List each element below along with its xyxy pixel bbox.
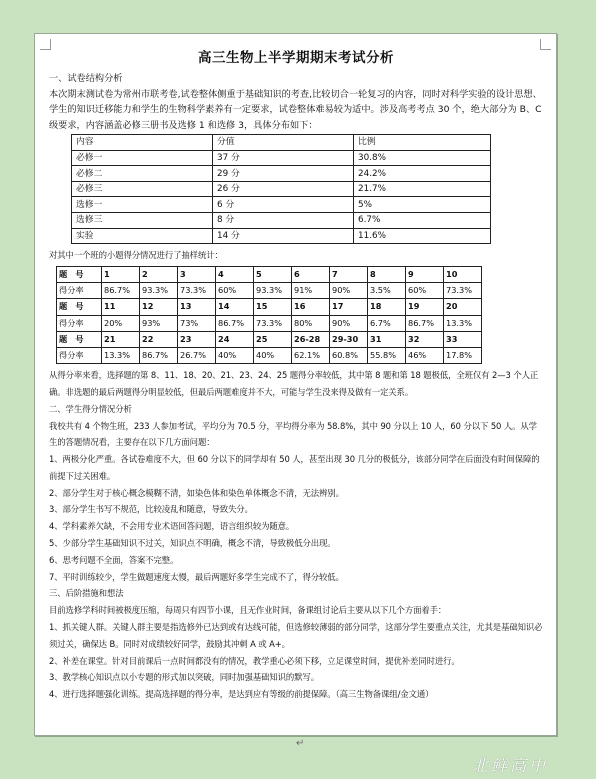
table-cell: 必修一: [72, 150, 213, 166]
table-cell: 32: [406, 331, 444, 347]
table-cell: 60%: [406, 283, 444, 299]
table-cell: 内容: [72, 135, 213, 151]
list-item: 3、教学核心知识点以小专题的形式加以突破，同时加强基础知识的默写。: [49, 672, 320, 683]
table-row: [72, 150, 491, 166]
table-cell: 3.5%: [368, 283, 406, 299]
paragraph-intro: 本次期末测试卷为常州市联考卷,试卷整体侧重于基础知识的考查,比较切合一轮复习的内容，同时对科学实验的设计思想、学生的知识迁移能力和学生的生物科学素养有一定要求，试卷整体难易较为适中。涉及高考考点 30 个，绝大部分为 B、C 级要求，内容涵盖必修三册书及选修 1 和选修 3，具体分布如下：: [49, 88, 542, 131]
table-cell: 18: [368, 299, 406, 315]
table-cell: 93.3%: [140, 283, 178, 299]
table-cell: 必修二: [72, 166, 213, 182]
table-cell: 73.3%: [444, 283, 482, 299]
question-number-row: [57, 299, 482, 315]
list-item: 2、补差在课堂。针对目前课后一点时间都没有的情况，教学重心必须下移，立足课堂时间，提优补差同时进行。: [49, 655, 460, 666]
table-cell: 25: [254, 331, 292, 347]
table-cell: 21: [102, 331, 140, 347]
table-cell: 实验: [72, 228, 213, 244]
table-cell: 24.2%: [354, 166, 491, 182]
list-item: 1、两极分化严重。各试卷难度不大，但 60 分以下的同学却有 50 人，甚至出现 30 几分的极低分，该部分同学在后面没有时间保障的前提下过关困难。: [49, 454, 540, 481]
table-cell: 37 分: [213, 150, 354, 166]
table-cell: 2: [140, 266, 178, 282]
section-heading-students: 二、学生得分情况分析: [49, 403, 132, 414]
table-cell: 选修三: [72, 213, 213, 229]
table-cell: 6 分: [213, 197, 354, 213]
table-cell: 30.8%: [354, 150, 491, 166]
distribution-table: [71, 134, 491, 244]
table-cell: 13.3%: [102, 347, 140, 363]
list-item: 4、进行选择题强化训练。提高选择题的得分率，是达到应有等级的前提保障。（高三生物备课组/金文通）: [49, 689, 434, 700]
score-rate-table: [56, 266, 482, 364]
document-body[interactable]: [49, 46, 543, 703]
table-cell: 14: [216, 299, 254, 315]
table-cell: 11: [102, 299, 140, 315]
table-row: [72, 197, 491, 213]
list-item: 3、部分学生书写不规范，比较凌乱和随意，导致失分。: [49, 504, 253, 515]
table-cell: 20: [444, 299, 482, 315]
list-item: 4、学科素养欠缺，不会用专业术语回答问题，语言组织较为随意。: [49, 521, 295, 532]
table-cell: 20%: [102, 315, 140, 331]
question-number-row: [57, 266, 482, 282]
paragraph-mark-icon: ↵: [296, 738, 305, 749]
table-cell: 40%: [254, 347, 292, 363]
table-cell: 22: [140, 331, 178, 347]
table-cell: 60%: [216, 283, 254, 299]
table-cell: 13.3%: [444, 315, 482, 331]
list-item: 5、少部分学生基础知识不过关，知识点不明确，概念不清，导致极低分出现。: [49, 538, 336, 549]
question-number-row: [57, 331, 482, 347]
table-cell: 90%: [330, 315, 368, 331]
row-label: 得分率: [57, 347, 102, 363]
score-rate-row: [57, 315, 482, 331]
table-cell: 8: [368, 266, 406, 282]
score-analysis: 从得分率来看，选择题的第 8、11、18、20、21、23、24、25 题得分率较低，其中第 8 题和第 18 题极低，全班仅有 2—3 个人正确。非选题的最后两题得分明显较低，但最后两题难度并不大，可能与学生没来得及做有一定关系。: [49, 370, 539, 397]
row-label: 题 号: [57, 299, 102, 315]
table-cell: 29-30: [330, 331, 368, 347]
watermark-logo: 北鲜高中: [472, 756, 549, 775]
table-cell: 62.1%: [292, 347, 330, 363]
table-cell: 9: [406, 266, 444, 282]
row-label: 题 号: [57, 266, 102, 282]
student-intro: 我校共有 4 个物生班，233 人参加考试，平均分为 70.5 分，平均得分率为 58.8%，其中 90 分以上 10 人，60 分以下 50 人。从学生的答题情况看，主要存在以下几方面问题：: [49, 420, 537, 448]
table-cell: 6.7%: [354, 213, 491, 229]
table-cell: 1: [102, 266, 140, 282]
table-cell: 86.7%: [102, 283, 140, 299]
table-cell: 21.7%: [354, 181, 491, 197]
table-cell: 31: [368, 331, 406, 347]
section-heading-measures: 三、后阶措施和想法: [49, 588, 124, 599]
row-label: 得分率: [57, 315, 102, 331]
measures-intro: 目前选修学科时间被极度压缩，每周只有四节小课，且无作业时间，备课组讨论后主要从以下几个方面着手：: [49, 605, 447, 616]
score-rate-row: [57, 347, 482, 363]
table-cell: 11.6%: [354, 228, 491, 244]
table-row: [72, 213, 491, 229]
table-cell: 分值: [213, 135, 354, 151]
table-cell: 6.7%: [368, 315, 406, 331]
table-cell: 6: [292, 266, 330, 282]
table-cell: 33: [444, 331, 482, 347]
table-cell: 比例: [354, 135, 491, 151]
table-cell: 46%: [406, 347, 444, 363]
score-rate-row: [57, 283, 482, 299]
table-cell: 73.3%: [254, 315, 292, 331]
table-cell: 8 分: [213, 213, 354, 229]
table-cell: 91%: [292, 283, 330, 299]
table-cell: 4: [216, 266, 254, 282]
table-cell: 5: [254, 266, 292, 282]
scores-intro: 对其中一个班的小题得分情况进行了抽样统计：: [49, 250, 223, 261]
table-cell: 17.8%: [444, 347, 482, 363]
table-cell: 16: [292, 299, 330, 315]
table-cell: 86.7%: [216, 315, 254, 331]
table-cell: 24: [216, 331, 254, 347]
document-page: [34, 33, 557, 736]
table-header-row: [72, 135, 491, 151]
table-cell: 23: [178, 331, 216, 347]
table-cell: 80%: [292, 315, 330, 331]
list-item: 6、思考问题不全面，答案不完整。: [49, 554, 179, 565]
table-cell: 40%: [216, 347, 254, 363]
row-label: 得分率: [57, 283, 102, 299]
list-item: 7、平时训练较少，学生做题速度太慢，最后两题好多学生完成不了，得分较低。: [49, 571, 344, 582]
table-row: [72, 228, 491, 244]
table-row: [72, 181, 491, 197]
table-cell: 26 分: [213, 181, 354, 197]
table-cell: 5%: [354, 197, 491, 213]
table-cell: 73.3%: [178, 283, 216, 299]
table-cell: 19: [406, 299, 444, 315]
table-cell: 10: [444, 266, 482, 282]
table-cell: 93.3%: [254, 283, 292, 299]
row-label: 题 号: [57, 331, 102, 347]
table-cell: 29 分: [213, 166, 354, 182]
table-cell: 26-28: [292, 331, 330, 347]
section-heading-structure: 一、试卷结构分析: [49, 73, 123, 85]
table-cell: 14 分: [213, 228, 354, 244]
table-cell: 90%: [330, 283, 368, 299]
table-cell: 73%: [178, 315, 216, 331]
table-cell: 17: [330, 299, 368, 315]
table-cell: 12: [140, 299, 178, 315]
table-cell: 3: [178, 266, 216, 282]
table-cell: 93%: [140, 315, 178, 331]
table-cell: 必修三: [72, 181, 213, 197]
table-cell: 60.8%: [330, 347, 368, 363]
table-row: [72, 166, 491, 182]
document-title: 高三生物上半学期期末考试分析: [198, 50, 394, 66]
table-cell: 86.7%: [140, 347, 178, 363]
table-cell: 86.7%: [406, 315, 444, 331]
table-cell: 15: [254, 299, 292, 315]
table-cell: 选修一: [72, 197, 213, 213]
table-cell: 13: [178, 299, 216, 315]
list-item: 2、部分学生对于核心概念模糊不清，如染色体和染色单体概念不清，无法辨别。: [49, 487, 344, 498]
table-cell: 26.7%: [178, 347, 216, 363]
table-cell: 55.8%: [368, 347, 406, 363]
table-cell: 7: [330, 266, 368, 282]
list-item: 1、抓关键人群。关键人群主要是指选修外已达到或有达线可能，但选修较薄弱的部分同学，这部分学生要重点关注，尤其是基础知识必须过关，确保达 B。同时对成绩较好同学，鼓励其冲刺 A 或 A+。: [49, 622, 543, 649]
